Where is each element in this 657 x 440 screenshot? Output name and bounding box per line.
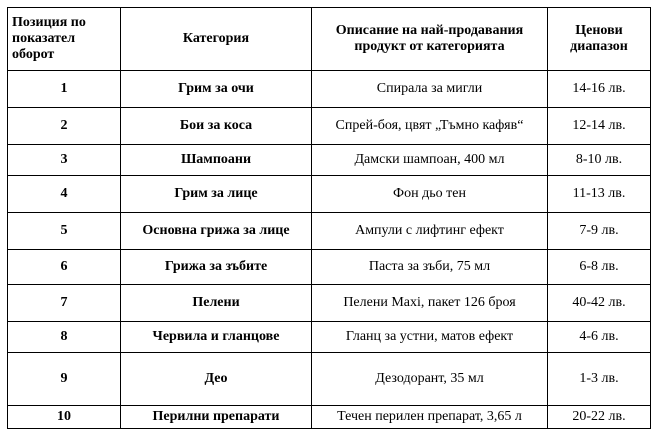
table-row (8, 285, 651, 322)
cell-price-range: 4-6 лв. (548, 322, 651, 353)
table-row (8, 145, 651, 176)
cell-category: Пелени (121, 285, 312, 322)
cell-description: Пелени Maxi, пакет 126 броя (312, 285, 548, 322)
cell-position: 4 (8, 176, 121, 213)
header-category: Категория (121, 8, 312, 71)
ranking-table (7, 7, 651, 429)
table-row (8, 108, 651, 145)
cell-description: Ампули с лифтинг ефект (312, 213, 548, 250)
header-price-range: Ценови диапазон (548, 8, 651, 71)
cell-description: Спрей-боя, цвят „Тъмно кафяв“ (312, 108, 548, 145)
cell-position: 7 (8, 285, 121, 322)
cell-description: Фон дьо тен (312, 176, 548, 213)
table-row (8, 406, 651, 429)
cell-description: Паста за зъби, 75 мл (312, 250, 548, 285)
cell-category: Шампоани (121, 145, 312, 176)
cell-description: Дезодорант, 35 мл (312, 353, 548, 406)
cell-category: Перилни препарати (121, 406, 312, 429)
cell-price-range: 12-14 лв. (548, 108, 651, 145)
cell-description: Дамски шампоан, 400 мл (312, 145, 548, 176)
cell-position: 9 (8, 353, 121, 406)
cell-position: 2 (8, 108, 121, 145)
cell-position: 10 (8, 406, 121, 429)
cell-category: Грим за очи (121, 71, 312, 108)
cell-position: 1 (8, 71, 121, 108)
header-row (8, 8, 651, 71)
cell-price-range: 1-3 лв. (548, 353, 651, 406)
cell-category: Червила и гланцове (121, 322, 312, 353)
cell-category: Грижа за зъбите (121, 250, 312, 285)
cell-category: Основна грижа за лице (121, 213, 312, 250)
table-row (8, 353, 651, 406)
cell-position: 8 (8, 322, 121, 353)
table-row (8, 71, 651, 108)
cell-description: Течен перилен препарат, 3,65 л (312, 406, 548, 429)
cell-category: Бои за коса (121, 108, 312, 145)
header-position: Позиция по показател оборот (8, 8, 121, 71)
cell-category: Грим за лице (121, 176, 312, 213)
cell-price-range: 40-42 лв. (548, 285, 651, 322)
table-row (8, 213, 651, 250)
cell-position: 5 (8, 213, 121, 250)
cell-price-range: 8-10 лв. (548, 145, 651, 176)
cell-position: 6 (8, 250, 121, 285)
cell-position: 3 (8, 145, 121, 176)
cell-description: Гланц за устни, матов ефект (312, 322, 548, 353)
cell-price-range: 6-8 лв. (548, 250, 651, 285)
table-row (8, 322, 651, 353)
table-row (8, 250, 651, 285)
header-description: Описание на най-продавания продукт от категорията (312, 8, 548, 71)
cell-price-range: 20-22 лв. (548, 406, 651, 429)
cell-description: Спирала за мигли (312, 71, 548, 108)
cell-price-range: 11-13 лв. (548, 176, 651, 213)
table-row (8, 176, 651, 213)
cell-category: Део (121, 353, 312, 406)
cell-price-range: 14-16 лв. (548, 71, 651, 108)
cell-price-range: 7-9 лв. (548, 213, 651, 250)
